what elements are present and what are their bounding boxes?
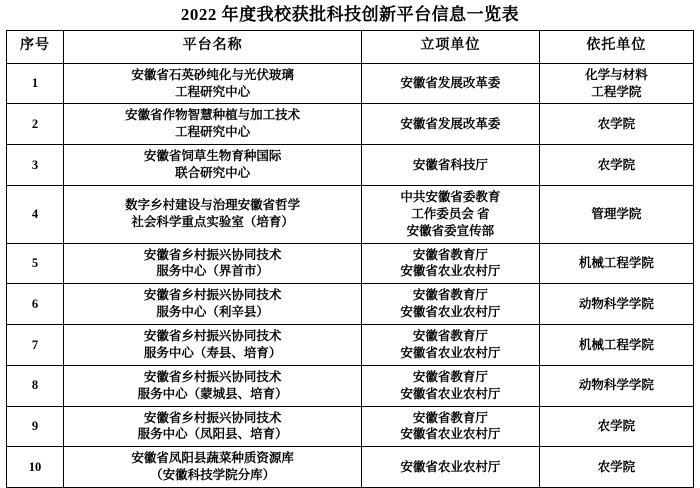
cell-host-unit <box>539 406 693 447</box>
text-line: 安徽省乡村振兴协同技术 <box>143 247 282 262</box>
table-row <box>7 243 694 284</box>
text-line: 服务中心（界首市） <box>156 264 269 279</box>
text-line: 服务中心（寿县、培育） <box>143 345 282 360</box>
cell-no: 4 <box>7 185 64 243</box>
cell-approval-unit <box>362 185 540 243</box>
cell-no: 5 <box>7 243 64 284</box>
text-line: 农学院 <box>597 459 636 474</box>
text-line: 安徽省委宣传部 <box>406 223 495 238</box>
cell-host-unit <box>539 63 693 104</box>
cell-approval-unit <box>362 406 540 447</box>
text-line: 安徽省教育厅 <box>412 329 488 344</box>
cell-platform-name <box>64 104 362 145</box>
table-row <box>7 406 694 447</box>
text-line: 安徽省乡村振兴协同技术 <box>143 329 282 344</box>
text-line: 化学与材料 <box>585 67 648 82</box>
cell-host-unit <box>539 284 693 325</box>
text-line: 安徽省农业农村厅 <box>400 264 501 279</box>
text-line: 联合研究中心 <box>175 166 251 181</box>
text-line: 工作委员会 省 <box>411 206 490 221</box>
cell-platform-name <box>64 325 362 366</box>
cell-platform-name <box>64 185 362 243</box>
cell-host-unit <box>539 185 693 243</box>
cell-no: 2 <box>7 104 64 145</box>
text-line: 安徽省农业农村厅 <box>400 427 501 442</box>
table-header <box>7 30 694 63</box>
text-line: 社会科学重点实验室（培育） <box>131 215 294 230</box>
text-line: 安徽省农业农村厅 <box>400 345 501 360</box>
text-line: 机械工程学院 <box>578 256 654 270</box>
cell-approval-unit <box>362 145 540 186</box>
text-line: 工程学院 <box>591 84 642 99</box>
text-line: 安徽省科技厅 <box>412 157 488 172</box>
cell-approval-unit <box>362 63 540 104</box>
cell-host-unit <box>539 243 693 284</box>
cell-no: 1 <box>7 63 64 104</box>
table-header-row <box>7 30 694 63</box>
column-header-no: 序号 <box>7 30 64 63</box>
text-line: 安徽省农业农村厅 <box>400 386 501 401</box>
column-header-dept: 依托单位 <box>539 30 693 63</box>
cell-platform-name <box>64 243 362 284</box>
cell-no: 10 <box>7 447 64 488</box>
platform-info-table <box>6 30 694 488</box>
cell-platform-name <box>64 447 362 488</box>
cell-host-unit <box>539 325 693 366</box>
text-line: 安徽省饲草生物育种国际 <box>143 149 282 164</box>
text-line: 动物科学学院 <box>578 296 654 311</box>
text-line: 工程研究中心 <box>175 84 251 99</box>
table-row <box>7 365 694 406</box>
cell-no: 7 <box>7 325 64 366</box>
cell-host-unit <box>539 104 693 145</box>
table-row <box>7 104 694 145</box>
text-line: 服务中心（凤阳县、培育） <box>137 427 288 442</box>
cell-approval-unit <box>362 447 540 488</box>
text-line: 农学院 <box>597 419 636 433</box>
text-line: 安徽省石英砂纯化与光伏玻璃 <box>131 67 294 82</box>
cell-host-unit <box>539 365 693 406</box>
page-title: 2022 年度我校获批科技创新平台信息一览表 <box>180 5 520 24</box>
cell-approval-unit <box>362 284 540 325</box>
table-body <box>7 63 694 487</box>
cell-platform-name <box>64 365 362 406</box>
text-line: 安徽省教育厅 <box>412 410 488 425</box>
text-line: 农学院 <box>597 157 636 172</box>
text-line: 安徽省作物智慧种植与加工技术 <box>125 108 301 123</box>
text-line: 安徽省教育厅 <box>412 369 488 384</box>
cell-platform-name <box>64 284 362 325</box>
table-row <box>7 284 694 325</box>
table-row <box>7 63 694 104</box>
text-line: 动物科学学院 <box>578 378 654 393</box>
table-row <box>7 325 694 366</box>
text-line: 服务中心（利辛县） <box>156 305 269 320</box>
text-line: 安徽省发展改革委 <box>400 76 501 91</box>
text-line: 安徽省凤阳县蔬菜种质资源库 <box>131 451 294 466</box>
cell-no: 3 <box>7 145 64 186</box>
text-line: 安徽省乡村振兴协同技术 <box>143 410 282 425</box>
text-line: 服务中心（蒙城县、培育） <box>137 386 288 401</box>
text-line: （安徽科技学院分库） <box>150 468 276 483</box>
cell-platform-name <box>64 406 362 447</box>
text-line: 安徽省发展改革委 <box>400 116 501 131</box>
text-line: 安徽省教育厅 <box>412 247 488 262</box>
cell-no: 6 <box>7 284 64 325</box>
cell-platform-name <box>64 63 362 104</box>
cell-host-unit <box>539 447 693 488</box>
text-line: 数字乡村建设与治理安徽省哲学 <box>125 198 301 213</box>
text-line: 农学院 <box>597 116 636 131</box>
text-line: 工程研究中心 <box>175 125 251 140</box>
column-header-unit: 立项单位 <box>362 30 540 63</box>
table-row <box>7 185 694 243</box>
cell-no: 9 <box>7 406 64 447</box>
text-line: 安徽省乡村振兴协同技术 <box>143 369 282 384</box>
column-header-name: 平台名称 <box>64 30 362 63</box>
text-line: 安徽省农业农村厅 <box>400 305 501 320</box>
cell-no: 8 <box>7 365 64 406</box>
text-line: 中共安徽省委教育 <box>400 189 501 204</box>
cell-approval-unit <box>362 365 540 406</box>
cell-approval-unit <box>362 243 540 284</box>
text-line: 安徽省教育厅 <box>412 288 488 303</box>
text-line: 安徽省乡村振兴协同技术 <box>143 288 282 303</box>
cell-approval-unit <box>362 104 540 145</box>
table-row <box>7 447 694 488</box>
cell-approval-unit <box>362 325 540 366</box>
text-line: 安徽省农业农村厅 <box>400 459 501 474</box>
text-line: 管理学院 <box>591 206 642 221</box>
cell-platform-name <box>64 145 362 186</box>
cell-host-unit <box>539 145 693 186</box>
text-line: 机械工程学院 <box>578 337 654 352</box>
table-row <box>7 145 694 186</box>
